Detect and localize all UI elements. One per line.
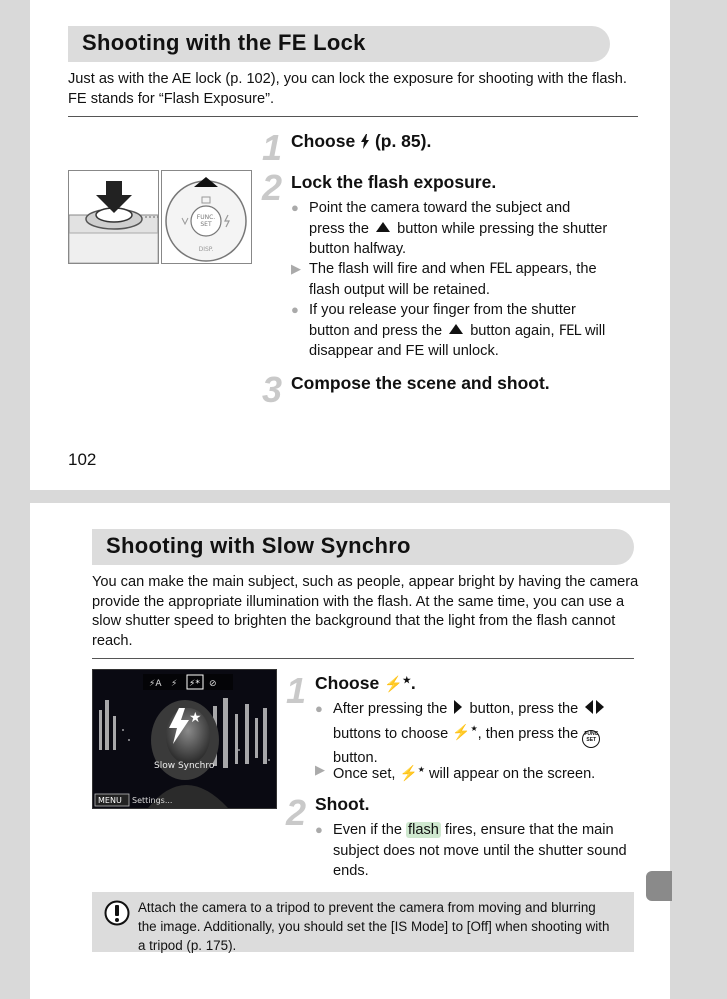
right-button-icon xyxy=(454,700,462,714)
svg-text:⚡A: ⚡A xyxy=(149,679,162,689)
screen-menu-label: MENU xyxy=(98,796,122,805)
bullet-dot-icon: ● xyxy=(291,302,299,317)
caution-icon xyxy=(104,900,130,926)
flash-icon xyxy=(360,134,370,149)
left-button-icon xyxy=(585,700,593,714)
section-title: Shooting with Slow Synchro xyxy=(106,533,411,558)
screen-settings-label: Settings... xyxy=(132,796,173,805)
instruction-bullet: ● Point the camera toward the subject and press the button while pressing the shutter button halfway. xyxy=(291,200,608,257)
control-dial-illustration xyxy=(161,170,252,264)
instruction-bullet: ● Even if the flash fires, ensure that the main subject does not move until the shutter sound ends. xyxy=(315,822,627,879)
up-button-icon xyxy=(376,222,390,232)
highlighted-word: flash xyxy=(408,822,439,838)
result-arrow-icon: ▶ xyxy=(291,261,301,276)
step-number: 2 xyxy=(286,792,307,833)
up-button-icon xyxy=(449,324,463,334)
step-number: 3 xyxy=(262,369,283,410)
instruction-bullet: ● After pressing the button, press the buttons to choose ⚡★, then press the FUNC SET button. xyxy=(333,699,643,769)
step-title: Lock the flash exposure. xyxy=(291,172,497,192)
step-number: 2 xyxy=(262,167,283,208)
result-bullet: ▶ Once set, ⚡★ will appear on the screen. xyxy=(315,762,596,782)
caution-box xyxy=(92,892,634,952)
fel-indicator-icon: FEL xyxy=(558,322,581,339)
caution-text: Attach the camera to a tripod to prevent the camera from moving and blurring the image. Additionally, you should set the [IS Mode] to [Off] when shooting with a tripod (p. 175). xyxy=(138,900,610,953)
svg-text:⊘: ⊘ xyxy=(209,679,217,689)
slow-synchro-icon: ⚡★ xyxy=(452,724,478,742)
divider xyxy=(92,658,634,659)
bullet-dot-icon: ● xyxy=(291,200,299,215)
section-title: Shooting with the FE Lock xyxy=(82,30,366,55)
svg-text:⚡: ⚡ xyxy=(171,679,178,689)
step-number: 1 xyxy=(286,670,307,711)
svg-text:FUNC.: FUNC. xyxy=(196,214,216,221)
fel-indicator-icon: FEL xyxy=(489,261,512,277)
manual-page-slow-synchro xyxy=(30,503,670,999)
right-button-icon xyxy=(596,700,604,714)
svg-text:SET: SET xyxy=(200,221,212,228)
bullet-dot-icon: ● xyxy=(315,822,323,837)
result-arrow-icon: ▶ xyxy=(315,762,325,777)
intro-text: You can make the main subject, such as people, appear bright by having the camera provide the appropriate illumination with the flash. At the same time, you can use a slow shutter speed to brighten the background that the light from the flash cannot reach. xyxy=(92,574,639,649)
instruction-bullet: ● If you release your finger from the shutter button and press the button again, FEL will disappear and FE will unlock. xyxy=(291,302,606,359)
svg-text:DISP.: DISP. xyxy=(198,246,214,253)
slow-synchro-icon: ⚡★ xyxy=(399,765,425,782)
camera-screen-photo xyxy=(92,669,277,809)
svg-text:⚡*: ⚡* xyxy=(189,679,200,689)
chapter-tab xyxy=(646,871,672,901)
step-title: Choose ⚡★. xyxy=(315,673,416,693)
result-bullet: ▶ The flash will fire and when FEL appears, the flash output will be retained. xyxy=(291,261,597,298)
screen-mode-label: Slow Synchro xyxy=(154,761,215,771)
step-number: 1 xyxy=(262,127,283,168)
func-set-button-icon: FUNC SET xyxy=(582,730,600,748)
svg-text:★: ★ xyxy=(189,710,202,726)
step-title: Choose (p. 85). xyxy=(291,131,432,151)
section-title-bar xyxy=(68,26,610,62)
intro-text: Just as with the AE lock (p. 102), you can lock the exposure for shooting with the flash. FE stands for “Flash Exposure”. xyxy=(68,71,627,107)
section-title-bar xyxy=(92,529,634,565)
step-title: Compose the scene and shoot. xyxy=(291,373,550,393)
page-number: 102 xyxy=(68,450,97,469)
divider xyxy=(68,116,638,117)
manual-page-fe-lock xyxy=(30,0,670,490)
slow-synchro-icon: ⚡★ xyxy=(384,675,411,693)
bullet-dot-icon: ● xyxy=(315,701,323,716)
step-title: Shoot. xyxy=(315,794,370,814)
shutter-illustration xyxy=(68,170,159,264)
